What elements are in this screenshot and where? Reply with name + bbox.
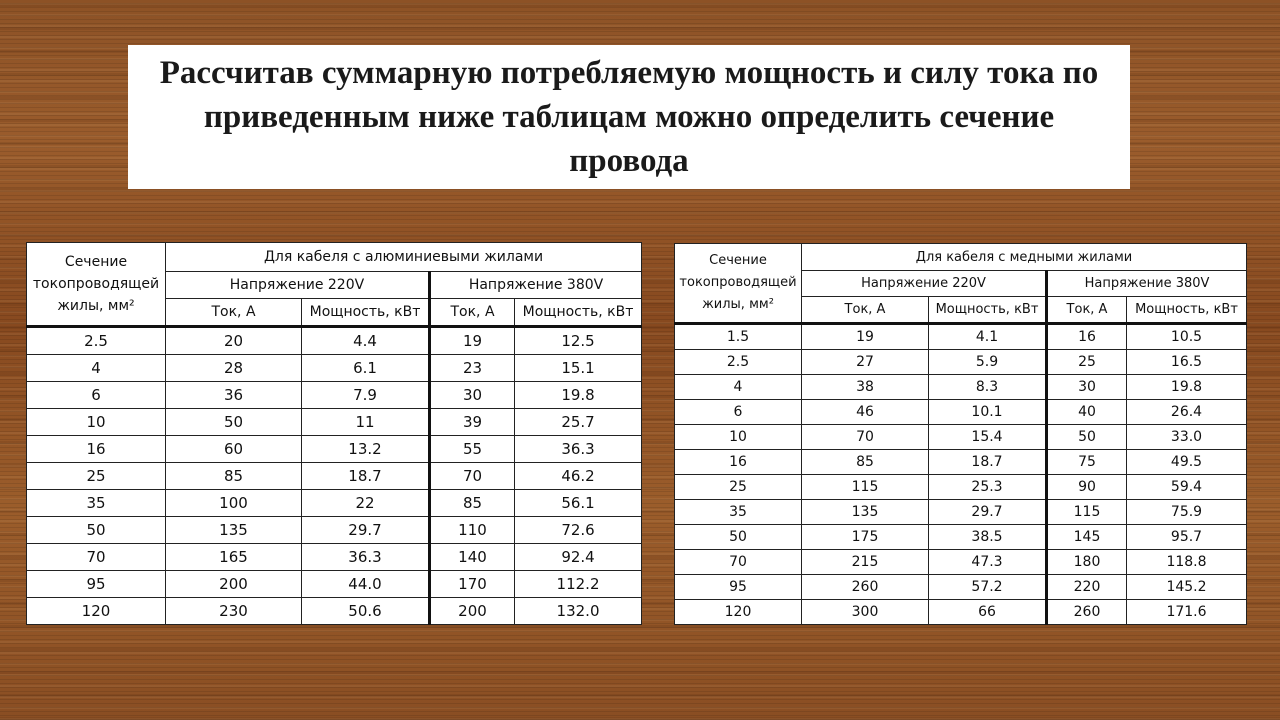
power-220-cell: 6.1 [302,355,430,382]
cross-section-cell: 95 [27,571,166,598]
power-header: Мощность, кВт [515,299,642,327]
power-220-cell: 4.4 [302,327,430,355]
power-380-cell: 145.2 [1127,575,1247,600]
power-header: Мощность, кВт [1127,297,1247,324]
copper-cable-table [674,243,1247,625]
current-380-cell: 200 [430,598,515,625]
current-380-cell: 55 [430,436,515,463]
power-380-cell: 25.7 [515,409,642,436]
table-row [27,598,642,625]
voltage-380-header: Напряжение 380V [1047,271,1247,297]
current-380-cell: 145 [1047,525,1127,550]
current-220-cell: 175 [802,525,929,550]
current-220-cell: 70 [802,425,929,450]
current-220-cell: 135 [802,500,929,525]
power-header: Мощность, кВт [929,297,1047,324]
voltage-220-header: Напряжение 220V [166,272,430,299]
table-row [27,544,642,571]
power-380-cell: 33.0 [1127,425,1247,450]
voltage-220-header: Напряжение 220V [802,271,1047,297]
cross-section-cell: 70 [675,550,802,575]
current-380-cell: 50 [1047,425,1127,450]
current-220-cell: 215 [802,550,929,575]
current-380-cell: 220 [1047,575,1127,600]
power-220-cell: 13.2 [302,436,430,463]
cross-section-cell: 50 [675,525,802,550]
power-380-cell: 59.4 [1127,475,1247,500]
power-220-cell: 18.7 [929,450,1047,475]
table-row [27,382,642,409]
current-380-cell: 85 [430,490,515,517]
current-220-cell: 50 [166,409,302,436]
power-380-cell: 16.5 [1127,350,1247,375]
current-220-cell: 300 [802,600,929,625]
current-header: Ток, А [166,299,302,327]
table-row [675,400,1247,425]
table-row [675,375,1247,400]
power-380-cell: 75.9 [1127,500,1247,525]
power-220-cell: 18.7 [302,463,430,490]
power-220-cell: 36.3 [302,544,430,571]
table-row [27,327,642,355]
cross-section-cell: 2.5 [675,350,802,375]
table-row [27,571,642,598]
current-220-cell: 19 [802,324,929,350]
current-380-cell: 70 [430,463,515,490]
cross-section-cell: 6 [27,382,166,409]
power-220-cell: 7.9 [302,382,430,409]
power-380-cell: 36.3 [515,436,642,463]
table-row [27,436,642,463]
power-380-cell: 26.4 [1127,400,1247,425]
power-220-cell: 47.3 [929,550,1047,575]
voltage-380-header: Напряжение 380V [430,272,642,299]
current-380-cell: 23 [430,355,515,382]
current-220-cell: 115 [802,475,929,500]
table-row [675,500,1247,525]
table-row [27,355,642,382]
cross-section-cell: 25 [675,475,802,500]
power-220-cell: 44.0 [302,571,430,598]
power-380-cell: 132.0 [515,598,642,625]
current-380-cell: 16 [1047,324,1127,350]
power-380-cell: 19.8 [1127,375,1247,400]
table-row [27,463,642,490]
power-220-cell: 66 [929,600,1047,625]
table-body [27,327,642,625]
aluminum-cable-table [26,242,642,625]
current-header: Ток, А [430,299,515,327]
current-380-cell: 180 [1047,550,1127,575]
current-380-cell: 40 [1047,400,1127,425]
current-380-cell: 39 [430,409,515,436]
current-380-cell: 19 [430,327,515,355]
table-row [675,525,1247,550]
current-380-cell: 30 [1047,375,1127,400]
current-380-cell: 110 [430,517,515,544]
cross-section-cell: 120 [27,598,166,625]
page-title: Рассчитав суммарную потребляемую мощность и силу тока по приведенным ниже таблицам можно определить сечение провода [159,55,1099,179]
cross-section-cell: 10 [27,409,166,436]
table-row [27,409,642,436]
power-220-cell: 50.6 [302,598,430,625]
current-220-cell: 200 [166,571,302,598]
power-220-cell: 4.1 [929,324,1047,350]
power-380-cell: 118.8 [1127,550,1247,575]
cross-section-cell: 1.5 [675,324,802,350]
power-header: Мощность, кВт [302,299,430,327]
table-row [675,550,1247,575]
power-380-cell: 92.4 [515,544,642,571]
power-220-cell: 38.5 [929,525,1047,550]
table-row [675,425,1247,450]
table-row [675,575,1247,600]
power-380-cell: 171.6 [1127,600,1247,625]
current-header: Ток, А [802,297,929,324]
power-220-cell: 10.1 [929,400,1047,425]
power-220-cell: 22 [302,490,430,517]
table-row [27,490,642,517]
table-row [675,600,1247,625]
cross-section-cell: 16 [27,436,166,463]
power-220-cell: 8.3 [929,375,1047,400]
cross-section-cell: 2.5 [27,327,166,355]
cross-section-cell: 16 [675,450,802,475]
power-380-cell: 56.1 [515,490,642,517]
power-220-cell: 11 [302,409,430,436]
current-220-cell: 60 [166,436,302,463]
table-row [675,450,1247,475]
current-220-cell: 20 [166,327,302,355]
power-220-cell: 29.7 [302,517,430,544]
power-220-cell: 57.2 [929,575,1047,600]
table-row [675,350,1247,375]
current-220-cell: 36 [166,382,302,409]
power-380-cell: 19.8 [515,382,642,409]
title-box [128,45,1130,189]
power-220-cell: 29.7 [929,500,1047,525]
current-220-cell: 100 [166,490,302,517]
current-header: Ток, А [1047,297,1127,324]
cross-section-cell: 6 [675,400,802,425]
current-220-cell: 85 [802,450,929,475]
table-body [675,324,1247,625]
table-row [675,324,1247,350]
current-220-cell: 230 [166,598,302,625]
cross-section-cell: 35 [675,500,802,525]
current-380-cell: 30 [430,382,515,409]
section-header: Сечение токопроводящей жилы, мм² [27,243,166,327]
cross-section-cell: 25 [27,463,166,490]
current-380-cell: 25 [1047,350,1127,375]
current-380-cell: 140 [430,544,515,571]
cross-section-cell: 120 [675,600,802,625]
cross-section-cell: 70 [27,544,166,571]
current-220-cell: 260 [802,575,929,600]
cross-section-cell: 4 [27,355,166,382]
cross-section-cell: 35 [27,490,166,517]
cross-section-cell: 4 [675,375,802,400]
section-header: Сечение токопроводящей жилы, мм² [675,244,802,324]
current-380-cell: 90 [1047,475,1127,500]
table-row [27,517,642,544]
power-220-cell: 5.9 [929,350,1047,375]
current-380-cell: 115 [1047,500,1127,525]
current-380-cell: 170 [430,571,515,598]
current-380-cell: 260 [1047,600,1127,625]
power-380-cell: 15.1 [515,355,642,382]
group-header: Для кабеля с алюминиевыми жилами [166,243,642,272]
power-380-cell: 46.2 [515,463,642,490]
cross-section-cell: 50 [27,517,166,544]
power-380-cell: 12.5 [515,327,642,355]
current-220-cell: 165 [166,544,302,571]
current-380-cell: 75 [1047,450,1127,475]
cross-section-cell: 95 [675,575,802,600]
table-row [675,475,1247,500]
power-220-cell: 15.4 [929,425,1047,450]
current-220-cell: 28 [166,355,302,382]
power-380-cell: 72.6 [515,517,642,544]
current-220-cell: 27 [802,350,929,375]
power-380-cell: 112.2 [515,571,642,598]
cross-section-cell: 10 [675,425,802,450]
current-220-cell: 135 [166,517,302,544]
current-220-cell: 85 [166,463,302,490]
power-220-cell: 25.3 [929,475,1047,500]
power-380-cell: 10.5 [1127,324,1247,350]
current-220-cell: 38 [802,375,929,400]
current-220-cell: 46 [802,400,929,425]
group-header: Для кабеля с медными жилами [802,244,1247,271]
power-380-cell: 49.5 [1127,450,1247,475]
power-380-cell: 95.7 [1127,525,1247,550]
